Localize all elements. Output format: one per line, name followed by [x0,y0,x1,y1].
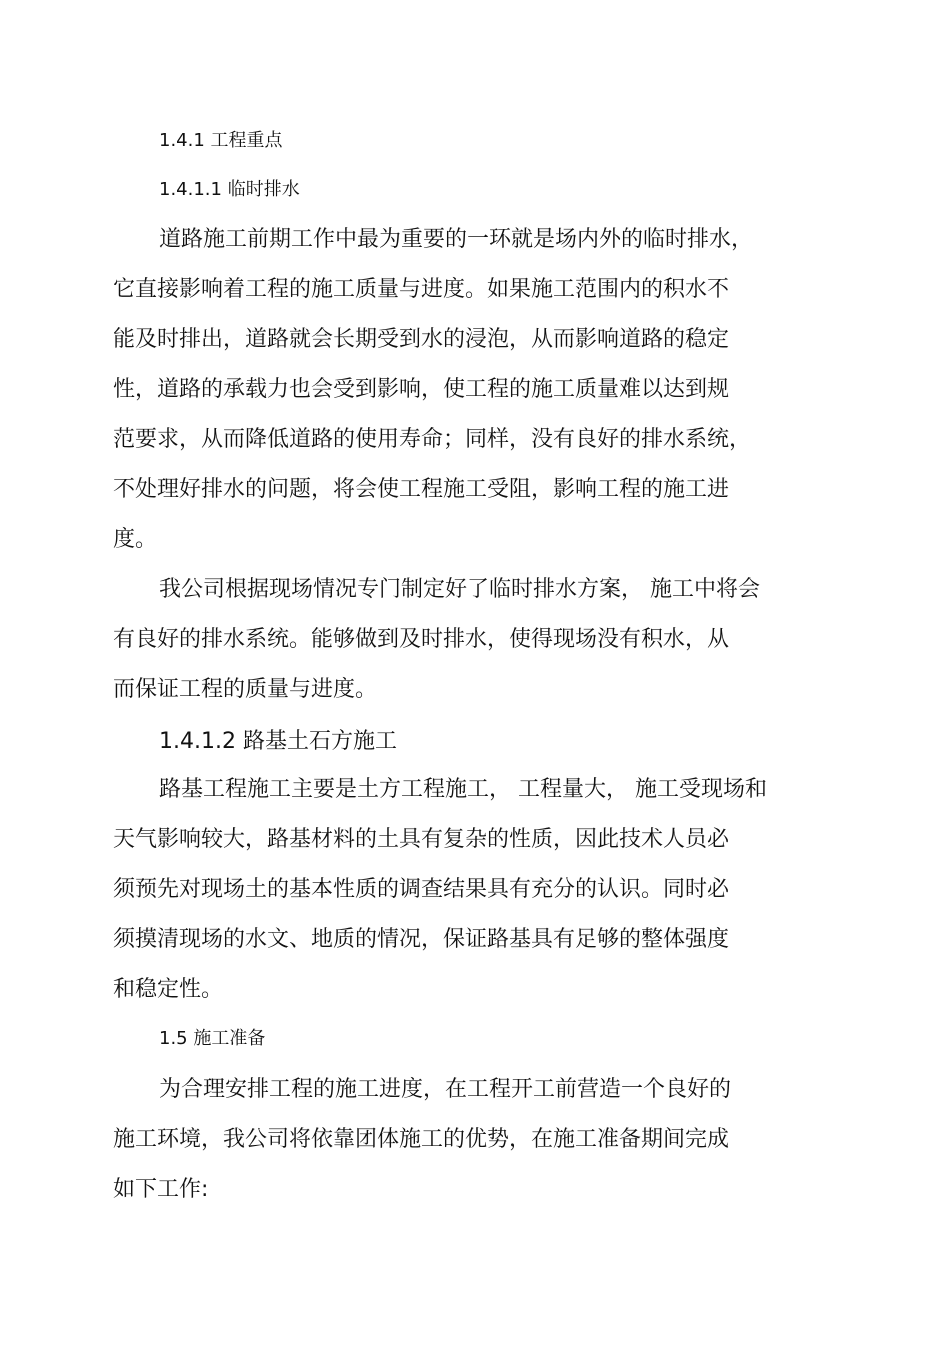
subsection-heading: 1.4.1.2 路基土石方施工 [159,729,397,754]
paragraph-line: 范要求，从而降低道路的使用寿命；同样，没有良好的排水系统， [113,427,752,452]
paragraph-line: 为合理安排工程的施工进度，在工程开工前营造一个良好的 [159,1077,732,1102]
paragraph-line: 道路施工前期工作中最为重要的一环就是场内外的临时排水， [159,227,754,252]
paragraph-line: 须预先对现场土的基本性质的调查结果具有充分的认识。同时必 [113,877,730,902]
paragraph-line: 而保证工程的质量与进度。 [113,677,378,702]
paragraph-line: 天气影响较大，路基材料的土具有复杂的性质，因此技术人员必 [113,827,730,852]
paragraph-line: 度。 [113,527,158,552]
paragraph-line: 和稳定性。 [113,977,224,1002]
paragraph-line: 性，道路的承载力也会受到影响，使工程的施工质量难以达到规 [113,377,730,402]
subsection-heading: 1.4.1.1 临时排水 [159,179,300,200]
paragraph-line: 有良好的排水系统。能够做到及时排水，使得现场没有积水，从 [113,627,730,652]
paragraph-line: 如下工作: [113,1177,209,1202]
paragraph-line: 能及时排出，道路就会长期受到水的浸泡，从而影响道路的稳定 [113,327,730,352]
paragraph-line: 我公司根据现场情况专门制定好了临时排水方案， 施工中将会 [159,577,760,602]
paragraph-line: 它直接影响着工程的施工质量与进度。如果施工范围内的积水不 [113,277,730,302]
section-heading: 1.4.1 工程重点 [159,130,283,151]
section-heading: 1.5 施工准备 [159,1028,266,1049]
paragraph-line: 路基工程施工主要是土方工程施工， 工程量大， 施工受现场和 [159,777,767,802]
paragraph-line: 不处理好排水的问题，将会使工程施工受阻，影响工程的施工进 [113,477,730,502]
paragraph-line: 须摸清现场的水文、地质的情况，保证路基具有足够的整体强度 [113,927,730,952]
paragraph-line: 施工环境，我公司将依靠团体施工的优势，在施工准备期间完成 [113,1127,730,1152]
